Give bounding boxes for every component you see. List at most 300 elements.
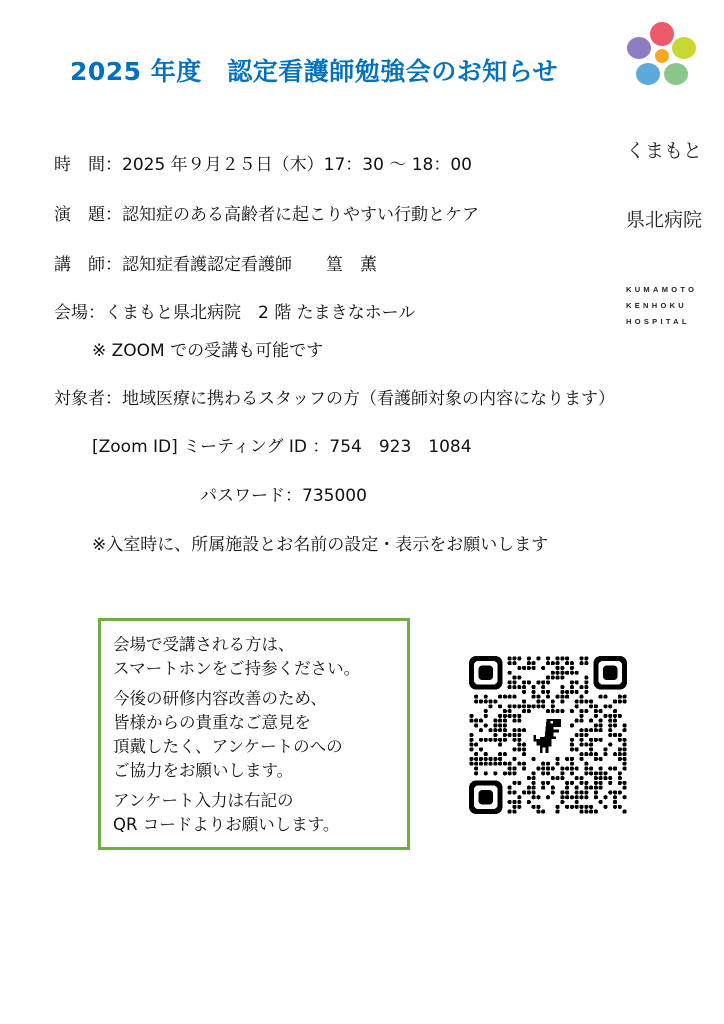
- qr-module: [623, 810, 627, 814]
- qr-module: [560, 776, 564, 780]
- qr-module: [522, 762, 526, 766]
- qr-module: [512, 719, 516, 723]
- qr-module: [517, 685, 521, 689]
- qr-module: [474, 723, 478, 727]
- zoom-id-line: [Zoom ID] ミーティング ID ：754 923 1084: [92, 437, 472, 457]
- qr-module: [512, 704, 516, 708]
- qr-module: [474, 752, 478, 756]
- qr-module: [517, 733, 521, 737]
- logo-en-line3: HOSPITAL: [626, 317, 690, 326]
- qr-code-icon[interactable]: [469, 656, 627, 814]
- qr-module: [603, 747, 607, 751]
- qr-module: [484, 762, 488, 766]
- qr-module: [603, 771, 607, 775]
- qr-module: [618, 776, 622, 780]
- qr-module: [551, 671, 555, 675]
- qr-module: [589, 805, 593, 809]
- qr-module: [580, 790, 584, 794]
- qr-module: [498, 738, 502, 742]
- qr-module: [560, 795, 564, 799]
- qr-module: [565, 661, 569, 665]
- qr-module: [474, 757, 478, 761]
- qr-module: [532, 781, 536, 785]
- qr-module: [532, 704, 536, 708]
- qr-module: [512, 728, 516, 732]
- qr-module: [517, 805, 521, 809]
- qr-module: [512, 771, 516, 775]
- qr-module: [560, 666, 564, 670]
- qr-module: [575, 680, 579, 684]
- qr-module: [503, 738, 507, 742]
- qr-module: [469, 733, 473, 737]
- qr-module: [584, 690, 588, 694]
- qr-module: [474, 719, 478, 723]
- qr-module: [474, 695, 478, 699]
- qr-module: [565, 795, 569, 799]
- qr-module: [623, 738, 627, 742]
- qr-module: [584, 685, 588, 689]
- qr-module: [508, 790, 512, 794]
- qr-module: [560, 767, 564, 771]
- qr-module: [484, 738, 488, 742]
- qr-module: [556, 805, 560, 809]
- qr-module: [546, 656, 550, 660]
- qr-module: [570, 738, 574, 742]
- qr-module: [479, 719, 483, 723]
- qr-module: [584, 752, 588, 756]
- qr-module: [613, 719, 617, 723]
- qr-module: [522, 680, 526, 684]
- qr-module: [493, 733, 497, 737]
- qr-module: [474, 771, 478, 775]
- qr-module: [613, 723, 617, 727]
- qr-module: [522, 704, 526, 708]
- qr-module: [484, 771, 488, 775]
- qr-module: [512, 800, 516, 804]
- qr-module: [517, 714, 521, 718]
- flower-petals-icon: [626, 20, 698, 88]
- qr-module: [536, 810, 540, 814]
- qr-module: [556, 695, 560, 699]
- qr-module: [608, 733, 612, 737]
- qr-module: [594, 714, 598, 718]
- qr-module: [512, 810, 516, 814]
- qr-module: [489, 757, 493, 761]
- qr-module: [503, 733, 507, 737]
- qr-module: [575, 805, 579, 809]
- qr-module: [503, 719, 507, 723]
- qr-module: [546, 762, 550, 766]
- qr-module: [532, 776, 536, 780]
- qr-module: [613, 752, 617, 756]
- qr-module: [603, 752, 607, 756]
- qr-module: [512, 738, 516, 742]
- qr-module: [474, 767, 478, 771]
- qr-module: [565, 805, 569, 809]
- qr-module: [551, 786, 555, 790]
- qr-module: [493, 757, 497, 761]
- qr-module: [498, 762, 502, 766]
- qr-module: [599, 781, 603, 785]
- qr-module: [594, 776, 598, 780]
- hospital-logo: [620, 20, 710, 330]
- qr-module: [508, 800, 512, 804]
- logo-name-line2: 県北病院: [626, 209, 703, 231]
- qr-module: [489, 704, 493, 708]
- qr-module: [546, 690, 550, 694]
- qr-module: [503, 762, 507, 766]
- qr-module: [580, 743, 584, 747]
- qr-module: [556, 656, 560, 660]
- logo-en-line2: KENHOKU: [626, 301, 688, 310]
- qr-module: [508, 695, 512, 699]
- qr-module: [618, 805, 622, 809]
- qr-module: [498, 752, 502, 756]
- qr-module: [618, 738, 622, 742]
- qr-module: [474, 762, 478, 766]
- qr-module: [512, 747, 516, 751]
- qr-module: [603, 704, 607, 708]
- qr-module: [479, 762, 483, 766]
- qr-module: [546, 695, 550, 699]
- qr-module: [589, 743, 593, 747]
- qr-module: [584, 676, 588, 680]
- qr-module: [589, 738, 593, 742]
- qr-module: [512, 757, 516, 761]
- qr-module: [522, 728, 526, 732]
- qr-module: [484, 709, 488, 713]
- qr-module: [575, 733, 579, 737]
- qr-module: [493, 728, 497, 732]
- qr-module: [527, 680, 531, 684]
- qr-module: [532, 666, 536, 670]
- qr-module: [608, 776, 612, 780]
- qr-module: [603, 714, 607, 718]
- qr-module: [522, 685, 526, 689]
- qr-module: [560, 771, 564, 775]
- qr-module: [551, 776, 555, 780]
- qr-module: [469, 747, 473, 751]
- qr-module: [594, 786, 598, 790]
- qr-module: [508, 714, 512, 718]
- qr-module: [503, 709, 507, 713]
- qr-module: [493, 738, 497, 742]
- qr-module: [551, 661, 555, 665]
- qr-module: [565, 656, 569, 660]
- qr-module: [618, 695, 622, 699]
- qr-module: [613, 790, 617, 794]
- qr-module: [584, 762, 588, 766]
- qr-module: [589, 767, 593, 771]
- qr-module: [484, 752, 488, 756]
- qr-module: [580, 733, 584, 737]
- qr-module: [599, 709, 603, 713]
- qr-module: [503, 714, 507, 718]
- qr-module: [575, 790, 579, 794]
- qr-module: [560, 656, 564, 660]
- qr-module: [551, 709, 555, 713]
- qr-module: [474, 699, 478, 703]
- qr-module: [503, 771, 507, 775]
- qr-module: [556, 762, 560, 766]
- qr-module: [584, 728, 588, 732]
- qr-module: [618, 733, 622, 737]
- qr-module: [546, 767, 550, 771]
- qr-module: [479, 757, 483, 761]
- qr-module: [589, 699, 593, 703]
- qr-module: [570, 661, 574, 665]
- qr-module: [584, 795, 588, 799]
- qr-module: [508, 671, 512, 675]
- qr-module: [623, 699, 627, 703]
- qr-module: [541, 767, 545, 771]
- qr-module: [580, 781, 584, 785]
- qr-module: [546, 771, 550, 775]
- zoom-note: ※ ZOOM での受講も可能です: [92, 341, 324, 361]
- qr-module: [570, 795, 574, 799]
- qr-module: [479, 738, 483, 742]
- qr-module: [527, 666, 531, 670]
- entry-note: ※入室時に、所属施設とお名前の設定・表示をお願いします: [92, 535, 549, 555]
- qr-module: [575, 795, 579, 799]
- qr-module: [565, 767, 569, 771]
- qr-module: [618, 714, 622, 718]
- qr-module: [527, 800, 531, 804]
- qr-module: [584, 709, 588, 713]
- qr-module: [570, 757, 574, 761]
- qr-module: [594, 728, 598, 732]
- qr-module: [536, 695, 540, 699]
- qr-module: [623, 695, 627, 699]
- qr-module: [512, 680, 516, 684]
- qr-module: [565, 790, 569, 794]
- venue-line: 会場：くまもと県北病院 2 階 たまきなホール: [54, 303, 416, 323]
- qr-module: [469, 714, 473, 718]
- qr-module: [498, 728, 502, 732]
- qr-module: [575, 747, 579, 751]
- qr-module: [474, 743, 478, 747]
- qr-module: [469, 762, 473, 766]
- qr-module: [508, 661, 512, 665]
- qr-module: [570, 747, 574, 751]
- qr-finder-top-left: [469, 656, 503, 690]
- qr-module: [599, 767, 603, 771]
- qr-module: [608, 728, 612, 732]
- qr-module: [512, 676, 516, 680]
- qr-module: [589, 747, 593, 751]
- qr-module: [618, 747, 622, 751]
- qr-module: [618, 699, 622, 703]
- qr-module: [484, 757, 488, 761]
- qr-module: [536, 767, 540, 771]
- qr-module: [551, 704, 555, 708]
- qr-module: [575, 776, 579, 780]
- qr-module: [493, 771, 497, 775]
- qr-module: [527, 786, 531, 790]
- qr-module: [517, 800, 521, 804]
- qr-module: [508, 656, 512, 660]
- qr-module: [512, 661, 516, 665]
- qr-module: [517, 738, 521, 742]
- qr-module: [556, 666, 560, 670]
- qr-module: [484, 723, 488, 727]
- qr-module: [532, 695, 536, 699]
- qr-module: [575, 699, 579, 703]
- qr-module: [541, 699, 545, 703]
- qr-module: [618, 771, 622, 775]
- qr-module: [584, 656, 588, 660]
- qr-module: [489, 738, 493, 742]
- qr-module: [599, 723, 603, 727]
- qr-module: [613, 699, 617, 703]
- qr-module: [479, 699, 483, 703]
- qr-module: [517, 743, 521, 747]
- qr-module: [536, 795, 540, 799]
- qr-module: [517, 747, 521, 751]
- qr-module: [489, 762, 493, 766]
- qr-module: [608, 704, 612, 708]
- qr-module: [623, 757, 627, 761]
- qr-module: [546, 709, 550, 713]
- qr-module: [532, 786, 536, 790]
- qr-module: [522, 767, 526, 771]
- qr-module: [565, 695, 569, 699]
- qr-module: [508, 786, 512, 790]
- qr-module: [584, 771, 588, 775]
- qr-module: [613, 805, 617, 809]
- survey-notice-box: [98, 618, 410, 850]
- qr-module: [580, 776, 584, 780]
- qr-module: [589, 771, 593, 775]
- qr-module: [594, 771, 598, 775]
- qr-module: [536, 680, 540, 684]
- qr-module: [541, 666, 545, 670]
- box-paragraph-1: 会場で受講される方は、 スマートホンをご持参ください。: [113, 635, 361, 678]
- qr-module: [580, 656, 584, 660]
- qr-module: [584, 733, 588, 737]
- qr-module: [623, 795, 627, 799]
- qr-module: [584, 790, 588, 794]
- qr-module: [517, 762, 521, 766]
- qr-module: [546, 676, 550, 680]
- qr-module: [532, 690, 536, 694]
- qr-module: [512, 790, 516, 794]
- qr-module: [623, 781, 627, 785]
- qr-module: [584, 786, 588, 790]
- qr-module: [469, 757, 473, 761]
- qr-module: [503, 695, 507, 699]
- qr-finder-bottom-left: [469, 780, 503, 814]
- qr-module: [512, 656, 516, 660]
- qr-module: [536, 656, 540, 660]
- qr-module: [532, 757, 536, 761]
- qr-module: [599, 719, 603, 723]
- qr-module: [599, 771, 603, 775]
- qr-module: [517, 676, 521, 680]
- qr-module: [623, 786, 627, 790]
- qr-module: [560, 800, 564, 804]
- qr-module: [584, 781, 588, 785]
- qr-module: [522, 790, 526, 794]
- qr-module: [556, 676, 560, 680]
- qr-module: [556, 661, 560, 665]
- qr-module: [584, 805, 588, 809]
- qr-module: [517, 666, 521, 670]
- qr-finder-top-right: [593, 656, 627, 690]
- qr-module: [603, 795, 607, 799]
- qr-module: [570, 767, 574, 771]
- qr-module: [517, 656, 521, 660]
- qr-module: [556, 671, 560, 675]
- qr-module: [570, 781, 574, 785]
- qr-module: [532, 805, 536, 809]
- qr-module: [551, 767, 555, 771]
- qr-module: [498, 695, 502, 699]
- qr-module: [570, 680, 574, 684]
- qr-module: [580, 685, 584, 689]
- qr-module: [527, 656, 531, 660]
- qr-module: [560, 695, 564, 699]
- qr-module: [541, 786, 545, 790]
- logo-en-line1: KUMAMOTO: [626, 285, 698, 294]
- qr-module: [599, 728, 603, 732]
- qr-module: [503, 752, 507, 756]
- qr-module: [613, 795, 617, 799]
- qr-module: [623, 723, 627, 727]
- qr-module: [512, 767, 516, 771]
- qr-module: [575, 671, 579, 675]
- qr-module: [584, 743, 588, 747]
- qr-module: [512, 714, 516, 718]
- qr-module: [527, 661, 531, 665]
- qr-module: [522, 666, 526, 670]
- qr-module: [541, 771, 545, 775]
- qr-module: [589, 719, 593, 723]
- qr-module: [493, 762, 497, 766]
- qr-module: [546, 680, 550, 684]
- qr-module: [560, 690, 564, 694]
- qr-module: [618, 790, 622, 794]
- qr-module: [575, 719, 579, 723]
- qr-module: [503, 723, 507, 727]
- qr-module: [493, 719, 497, 723]
- qr-module: [541, 680, 545, 684]
- qr-module: [575, 786, 579, 790]
- qr-module: [508, 709, 512, 713]
- qr-module: [599, 786, 603, 790]
- qr-module: [517, 728, 521, 732]
- qr-module: [570, 685, 574, 689]
- qr-module: [560, 790, 564, 794]
- qr-module: [589, 752, 593, 756]
- qr-module: [599, 776, 603, 780]
- qr-module: [608, 767, 612, 771]
- qr-module: [608, 719, 612, 723]
- qr-module: [498, 719, 502, 723]
- qr-module: [608, 714, 612, 718]
- qr-module: [599, 695, 603, 699]
- qr-module: [594, 752, 598, 756]
- qr-module: [618, 781, 622, 785]
- qr-module: [613, 800, 617, 804]
- logo-name-line1: くまもと: [626, 140, 703, 162]
- qr-module: [589, 810, 593, 814]
- qr-module: [599, 757, 603, 761]
- qr-module: [608, 723, 612, 727]
- qr-module: [575, 767, 579, 771]
- topic-line: 演 題：認知症のある高齢者に起こりやすい行動とケア: [54, 205, 479, 225]
- qr-module: [551, 790, 555, 794]
